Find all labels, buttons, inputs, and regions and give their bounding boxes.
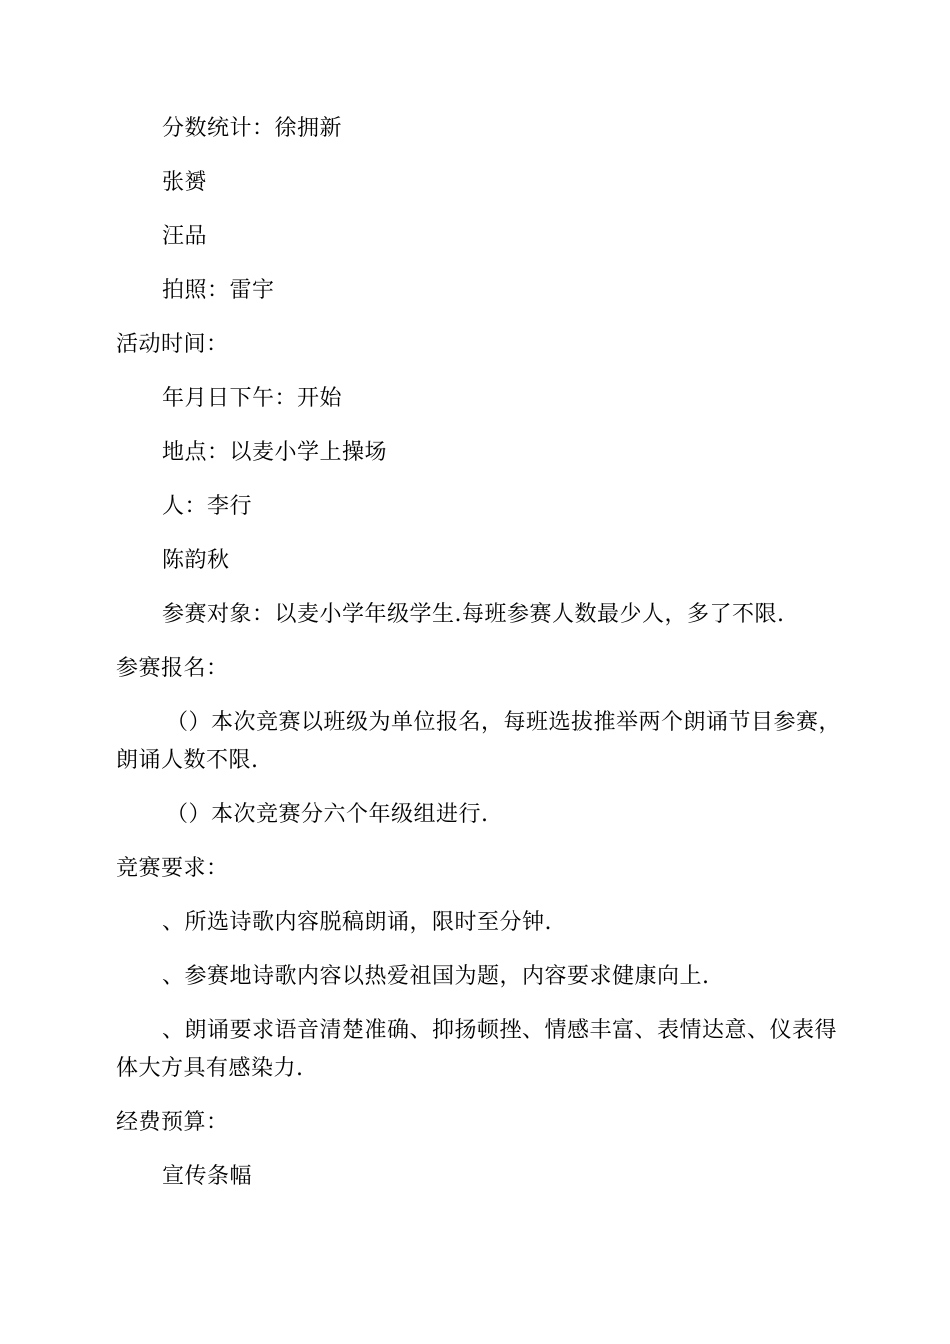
section-heading-activity-time: 活动时间： — [116, 332, 229, 357]
requirement-item-line: 、朗诵要求语音清楚准确、抑扬顿挫、情感丰富、表情达意、仪表得 — [162, 1018, 838, 1043]
section-heading-requirements: 竞赛要求： — [116, 856, 229, 881]
section-heading-registration: 参赛报名： — [116, 656, 229, 681]
date-line: 年月日下午：开始 — [162, 386, 343, 411]
score-statistics-line: 分数统计：徐拥新 — [162, 116, 343, 141]
location-line: 地点：以麦小学上操场 — [162, 440, 388, 465]
registration-item-line: （）本次竞赛以班级为单位报名，每班选拔推举两个朗诵节目参赛， — [166, 710, 842, 735]
photo-line: 拍照：雷宇 — [162, 278, 275, 303]
requirement-item-line: 、所选诗歌内容脱稿朗诵，限时至分钟. — [162, 910, 552, 935]
registration-item-continuation: 朗诵人数不限. — [116, 748, 259, 773]
person-line: 陈韵秋 — [162, 548, 230, 573]
budget-item-line: 宣传条幅 — [162, 1164, 253, 1189]
registration-item-line: （）本次竞赛分六个年级组进行. — [166, 802, 489, 827]
participants-line: 参赛对象：以麦小学年级学生.每班参赛人数最少人，多了不限. — [162, 602, 785, 627]
requirement-item-line: 、参赛地诗歌内容以热爱祖国为题，内容要求健康向上. — [162, 964, 710, 989]
section-heading-budget: 经费预算： — [116, 1110, 229, 1135]
score-member-line: 汪品 — [162, 224, 208, 249]
score-member-line: 张赟 — [162, 170, 208, 195]
requirement-item-continuation: 体大方具有感染力. — [116, 1056, 304, 1081]
person-line: 人：李行 — [162, 494, 253, 519]
